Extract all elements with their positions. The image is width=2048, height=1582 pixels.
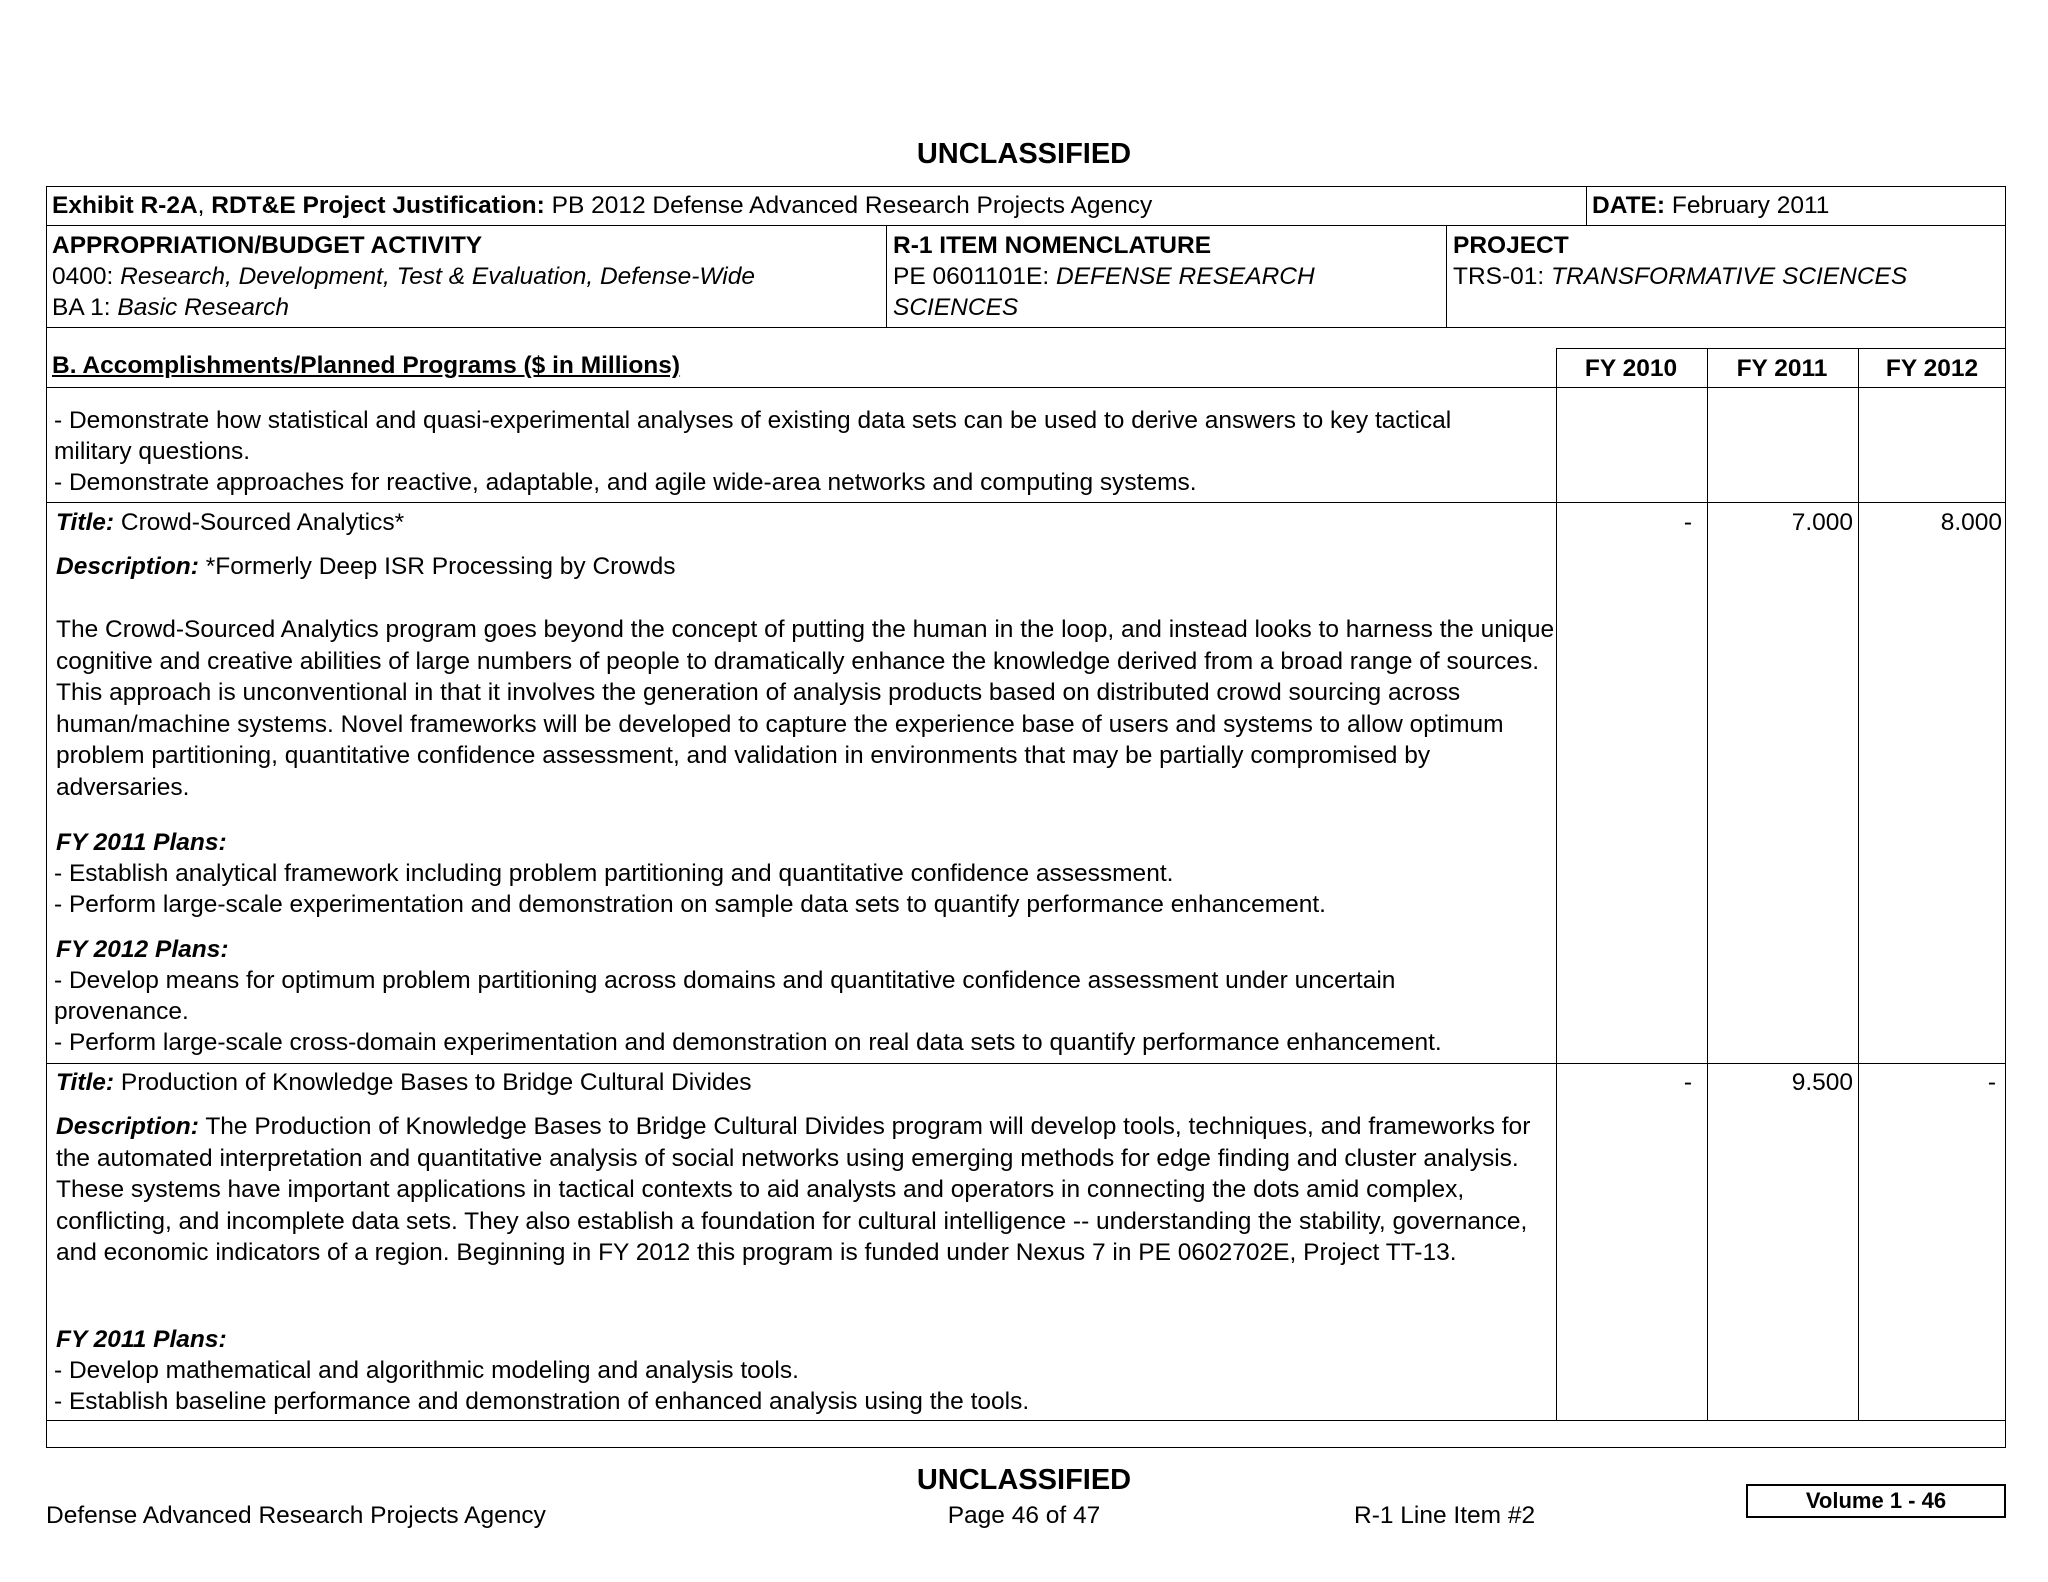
rule	[1586, 186, 1587, 226]
plan-item: - Establish baseline performance and demonstration of enhanced analysis using the tools.	[54, 1388, 1030, 1415]
value-fy2011: 7.000	[1791, 509, 1853, 536]
value-fy2012: -	[1987, 1069, 1996, 1096]
rule	[886, 225, 887, 328]
col-fy2010: FY 2010	[1584, 355, 1678, 382]
col-fy2012: FY 2012	[1885, 355, 1979, 382]
program-title: Title: Production of Knowledge Bases to Bridge Cultural Divides	[56, 1069, 752, 1096]
rule	[46, 502, 2006, 503]
program-body: The Crowd-Sourced Analytics program goes beyond the concept of putting the human in the loop, and instead looks to harness the unique cognitive and creative abilities of large numbers of people to dramatically enhance the knowledge derived from a broad range of sources. This approach is unconventional in that it involves the generation of analysis products based on distributed crowd sourcing across human/machine systems. Novel frameworks will be developed to capture the experience base of users and systems to allow optimum problem partitioning, quantitative confidence assessment, and validation in environments that may be partially compromised by adversaries.	[56, 616, 1555, 801]
value-fy2012: 8.000	[1940, 509, 2002, 536]
plan-item: - Perform large-scale experimentation and demonstration on sample data sets to quantify performance enhancement.	[54, 891, 1326, 918]
r1-value: PE 0601101E: DEFENSE RESEARCH	[893, 263, 1315, 290]
plan-item: provenance.	[54, 998, 189, 1025]
col-fy2011: FY 2011	[1736, 355, 1828, 382]
fy2012-plans-heading: FY 2012 Plans:	[56, 936, 229, 963]
classification-banner-bottom: UNCLASSIFIED	[916, 1464, 1132, 1496]
footer-agency: Defense Advanced Research Projects Agency	[46, 1502, 546, 1529]
plan-item: - Establish analytical framework including problem partitioning and quantitative confidence assessment.	[54, 860, 1174, 887]
program-description: Description: The Production of Knowledge Bases to Bridge Cultural Divides program will develop tools, techniques, and frameworks for the automated interpretation and quantitative analysis of social networks using emerging methods for edge finding and cluster analysis. These systems have important applications in tactical contexts to aid analysts and operators in connecting the dots amid complex, conflicting, and incomplete data sets. They also establish a foundation for cultural intelligence -- understanding the stability, governance, and economic indicators of a region. Beginning in FY 2012 this program is funded under Nexus 7 in PE 0602702E, Project TT-13.	[56, 1113, 1531, 1266]
fy2011-plans-heading: FY 2011 Plans:	[56, 1326, 227, 1353]
program-description: Description: *Formerly Deep ISR Processing by Crowds	[56, 553, 676, 580]
continuation-line: - Demonstrate how statistical and quasi-experimental analyses of existing data sets can be used to derive answers to key tactical	[54, 407, 1452, 434]
rule	[46, 225, 2006, 226]
continuation-line: - Demonstrate approaches for reactive, adaptable, and agile wide-area networks and computing systems.	[54, 469, 1197, 496]
program-title: Title: Crowd-Sourced Analytics*	[56, 509, 405, 536]
footer-line-item: R-1 Line Item #2	[1354, 1502, 1536, 1529]
project-value: TRS-01: TRANSFORMATIVE SCIENCES	[1453, 263, 1908, 290]
value-fy2011: 9.500	[1791, 1069, 1853, 1096]
classification-banner-top: UNCLASSIFIED	[916, 138, 1132, 170]
rule	[46, 1063, 2006, 1064]
exhibit-title: Exhibit R-2A, RDT&E Project Justification: PB 2012 Defense Advanced Research Projects Agency	[52, 192, 1153, 219]
rule	[46, 1420, 2006, 1421]
value-fy2010: -	[1683, 509, 1692, 536]
fy2011-plans-heading: FY 2011 Plans:	[56, 829, 227, 856]
budget-activity-value: BA 1: Basic Research	[52, 294, 289, 321]
project-label: PROJECT	[1453, 232, 1569, 259]
appropriation-label: APPROPRIATION/BUDGET ACTIVITY	[52, 232, 483, 259]
footer-page: Page 46 of 47	[947, 1502, 1101, 1529]
rule	[1556, 348, 2006, 349]
volume-box: Volume 1 - 46	[1746, 1484, 2006, 1518]
continuation-line: military questions.	[54, 438, 251, 465]
rule	[46, 327, 2006, 328]
plan-item: - Perform large-scale cross-domain experimentation and demonstration on real data sets to quantify performance enhancement.	[54, 1029, 1442, 1056]
plan-item: - Develop mathematical and algorithmic modeling and analysis tools.	[54, 1357, 799, 1384]
plan-item: - Develop means for optimum problem partitioning across domains and quantitative confidence assessment under uncertain	[54, 967, 1396, 994]
appropriation-value: 0400: Research, Development, Test & Evaluation, Defense-Wide	[52, 263, 755, 290]
value-fy2010: -	[1683, 1069, 1692, 1096]
date-field: DATE: February 2011	[1592, 192, 1830, 219]
rule	[46, 387, 2006, 388]
r1-value-cont: SCIENCES	[893, 294, 1019, 321]
section-title: B. Accomplishments/Planned Programs ($ in Millions)	[52, 352, 681, 379]
r1-label: R-1 ITEM NOMENCLATURE	[893, 232, 1212, 259]
rule	[1446, 225, 1447, 328]
